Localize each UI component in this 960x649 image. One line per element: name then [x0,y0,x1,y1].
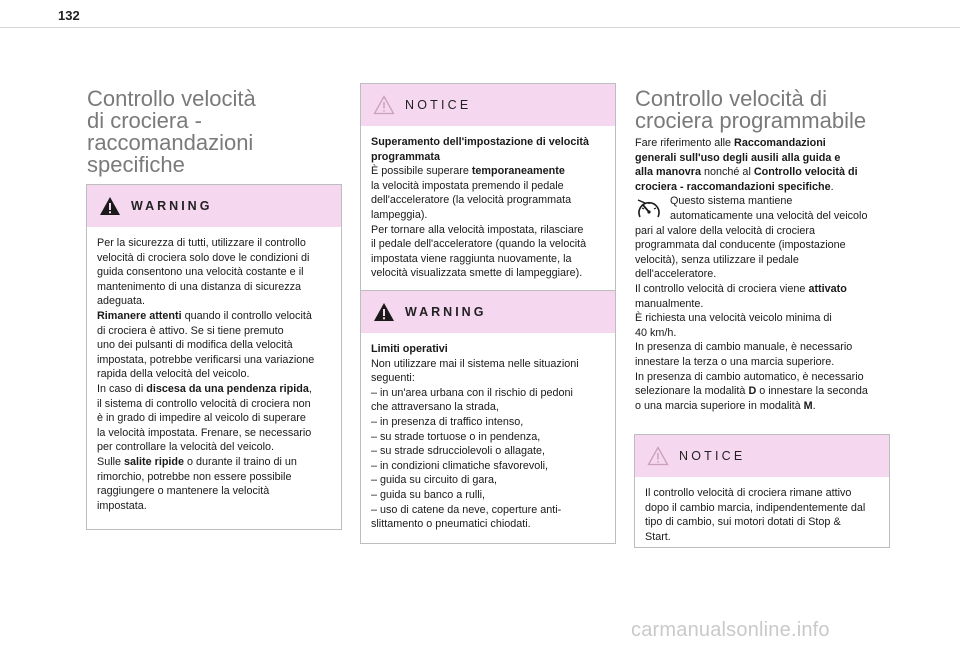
title-line: di crociera - [87,108,202,133]
text-line [645,530,879,545]
text-line [645,501,879,516]
bold-text: Limiti operativi [371,343,448,355]
bold-text: Raccomandazioni [734,137,826,149]
text-run: innestare la terza o una marcia superiore. [635,355,835,368]
text-line [371,179,605,194]
text-line [371,517,605,532]
notice-box-gear-change [634,434,890,548]
notice-header [361,84,615,126]
programmable-cruise-control-text [635,136,893,413]
warning-header [361,291,615,333]
text-run: In presenza di cambio manuale, è necessario [635,341,853,354]
text-line [635,282,893,297]
text-line [97,382,331,397]
text-line [97,411,331,426]
text-line [371,150,605,165]
text-run: dopo il cambio marcia, indipendentemente dal [645,501,866,514]
page-number: 132 [58,8,80,23]
text-run: 40 km/h. [635,326,677,339]
text-line [97,324,331,339]
text-run: Il controllo velocità di crociera viene [635,282,809,295]
text-run: il pedale dell'acceleratore (quando la velocità [371,238,587,251]
text-line [635,165,893,180]
text-run: – in condizioni climatiche sfavorevoli, [371,459,549,472]
text-line [97,251,331,266]
text-line [371,193,605,208]
text-run: per controllare la velocità del veicolo. [97,441,275,454]
text-run: velocità di crociera solo dove le condizioni di [97,251,310,264]
text-run: Fare riferimento alle [635,137,735,149]
warning-triangle-icon [99,196,121,216]
text-line [97,280,331,295]
text-line [635,311,893,326]
text-line [635,370,893,385]
text-line [97,294,331,309]
bold-text: Superamento dell'impostazione di velocità [371,136,589,148]
text-line [97,367,331,382]
notice-header [635,435,889,477]
text-line [371,252,605,267]
text-line [371,415,605,430]
text-line [371,164,605,179]
notice-label: NOTICE [405,98,472,112]
text-run: Sulle [97,455,125,468]
warning-label: WARNING [131,199,213,213]
text-line [97,236,331,251]
text-run: . [830,180,834,193]
text-line [371,473,605,488]
notice-label: NOTICE [679,449,746,463]
bold-text: discesa da una pendenza ripida [146,382,309,395]
text-run: Start. [645,530,671,543]
text-run: In caso di [97,382,147,395]
text-run: o una marcia superiore in modalità [635,399,804,412]
text-line [635,151,893,166]
text-run: – su strade sdrucciolevoli o allagate, [371,445,546,458]
text-line [635,209,893,224]
text-run: la velocità impostata. Frenare, se necessario [97,426,312,439]
title-line: Controllo velocità [87,86,256,111]
text-run: velocità visualizzata smette di lampeggiare). [371,267,583,280]
text-run: rapida della velocità del veicolo. [97,368,250,381]
text-run: programmata dal conducente (impostazione [635,239,846,252]
text-line [97,353,331,368]
text-line [371,266,605,281]
watermark-text: carmanualsonline.info [631,619,830,641]
text-run: È richiesta una velocità veicolo minima di [635,312,832,325]
text-line [371,430,605,445]
text-run: guida consentono una velocità costante e il [97,266,304,279]
text-line [635,355,893,370]
text-line [371,357,605,372]
text-line [371,503,605,518]
text-run: È possibile superare [371,165,472,178]
text-run: Per la sicurezza di tutti, utilizzare il controllo [97,237,306,249]
warning-triangle-icon [373,302,395,322]
notice-box-exceeding-speed [360,83,616,295]
bold-text: generali sull'uso degli ausili alla guida e [635,151,841,164]
bold-text: Controllo velocità di [753,166,858,179]
text-run: – in presenza di traffico intenso, [371,415,524,428]
text-run: Non utilizzare mai il sistema nelle situazioni [371,357,579,370]
text-run: dell'acceleratore (la velocità programmata [371,194,572,207]
bold-text: programmata [371,150,440,163]
text-run: o durante il traino di un [184,455,297,468]
text-run: – uso di catene da neve, coperture anti- [371,503,562,516]
text-line [645,515,879,530]
text-line [635,180,893,195]
text-line [97,455,331,470]
text-line [97,309,331,324]
bold-text: alla manovra [635,166,702,179]
text-line [97,338,331,353]
warning-box-safety [86,184,342,530]
text-line [645,486,879,501]
text-run: lampeggia). [371,208,428,221]
text-run: impostata. [97,499,147,512]
text-line [635,267,893,282]
bold-text: Rimanere attenti [97,309,182,322]
text-line [371,208,605,223]
text-line [371,342,605,357]
text-run: impostata viene raggiunta nuovamente, la [371,252,572,265]
text-run: pari al valore della velocità di crociera [635,224,816,237]
notice-body [635,477,889,544]
text-run: impostata, potrebbe verificarsi una variazione [97,353,315,366]
text-line [97,470,331,485]
title-line: crociera programmabile [635,108,867,133]
text-run: seguenti: [371,372,415,385]
text-run: Per tornare alla velocità impostata, rilasciare [371,223,584,236]
text-run: tipo di cambio, sui motori dotati di Stop & [645,516,841,529]
text-run: Il controllo velocità di crociera rimane attivo [645,487,852,499]
text-line [371,488,605,503]
text-line [635,194,893,209]
text-line [97,484,331,499]
text-line [371,135,605,150]
text-run: Questo sistema mantiene [670,195,793,208]
text-line [371,444,605,459]
text-line [635,297,893,312]
text-line [635,136,893,151]
text-run: uno dei pulsanti di modifica della velocità [97,339,293,352]
text-line [97,397,331,412]
text-run: quando il controllo velocità [181,309,312,322]
section-title-programmable-cruise-control [635,88,866,132]
text-run: nonché al [701,166,754,179]
bold-text: crociera - raccomandazioni specifiche [635,180,831,193]
top-rule [0,27,960,28]
notice-triangle-icon [647,446,669,466]
text-line [635,326,893,341]
notice-triangle-icon [373,95,395,115]
text-line [371,223,605,238]
text-run: la velocità impostata premendo il pedale [371,179,564,192]
text-run: manualmente. [635,297,704,310]
text-run: – guida su circuito di gara, [371,474,498,487]
text-run: il sistema di controllo velocità di crociera non [97,397,311,410]
text-line [635,399,893,414]
text-run: rimorchio, potrebbe non essere possibile [97,470,292,483]
text-run: – su strade tortuose o in pendenza, [371,430,541,443]
text-run: selezionare la modalità [635,385,749,398]
text-line [371,386,605,401]
bold-text: attivato [808,282,847,295]
text-line [371,459,605,474]
text-line [371,371,605,386]
text-line [97,440,331,455]
text-run: – guida su banco a rulli, [371,488,486,501]
text-run: è in grado di impedire al veicolo di superare [97,412,306,425]
text-run: In presenza di cambio automatico, è necessario [635,370,864,383]
bold-text: temporaneamente [471,165,565,178]
text-line [371,237,605,252]
section-title-cruise-control-recommendations [87,88,256,176]
warning-label: WARNING [405,305,487,319]
text-line [635,340,893,355]
text-run: che attraversano la strada, [371,401,499,414]
text-run: automaticamente una velocità del veicolo [670,209,868,222]
text-run: adeguata. [97,295,146,308]
text-line [97,499,331,514]
title-line: raccomandazioni [87,130,254,155]
text-run: o innestare la seconda [756,385,868,398]
text-line [635,253,893,268]
text-run: velocità), senza utilizzare il pedale [635,253,799,266]
text-line [97,265,331,280]
title-line: Controllo velocità di [635,86,827,111]
text-run: – in un'area urbana con il rischio di pedoni [371,386,573,399]
warning-box-operating-limits [360,290,616,544]
text-run: . [812,399,816,412]
text-line [635,384,893,399]
text-line [97,426,331,441]
text-run: raggiungere o mantenere la velocità [97,485,270,498]
text-line [635,238,893,253]
warning-header [87,185,341,227]
bold-text: salite ripide [124,455,185,468]
text-run: di crociera è attivo. Se si tiene premuto [97,324,284,337]
text-line [371,400,605,415]
text-run: dell'acceleratore. [635,268,717,281]
text-line [635,224,893,239]
warning-body [361,333,615,532]
title-line: specifiche [87,152,185,177]
notice-body [361,126,615,281]
bold-text: D [748,385,757,398]
warning-body [87,227,341,513]
text-run: mantenimento di una distanza di sicurezza [97,280,302,293]
text-run: slittamento o pneumatici chiodati. [371,518,531,531]
text-run: , [308,382,312,395]
bold-text: M [803,399,813,412]
